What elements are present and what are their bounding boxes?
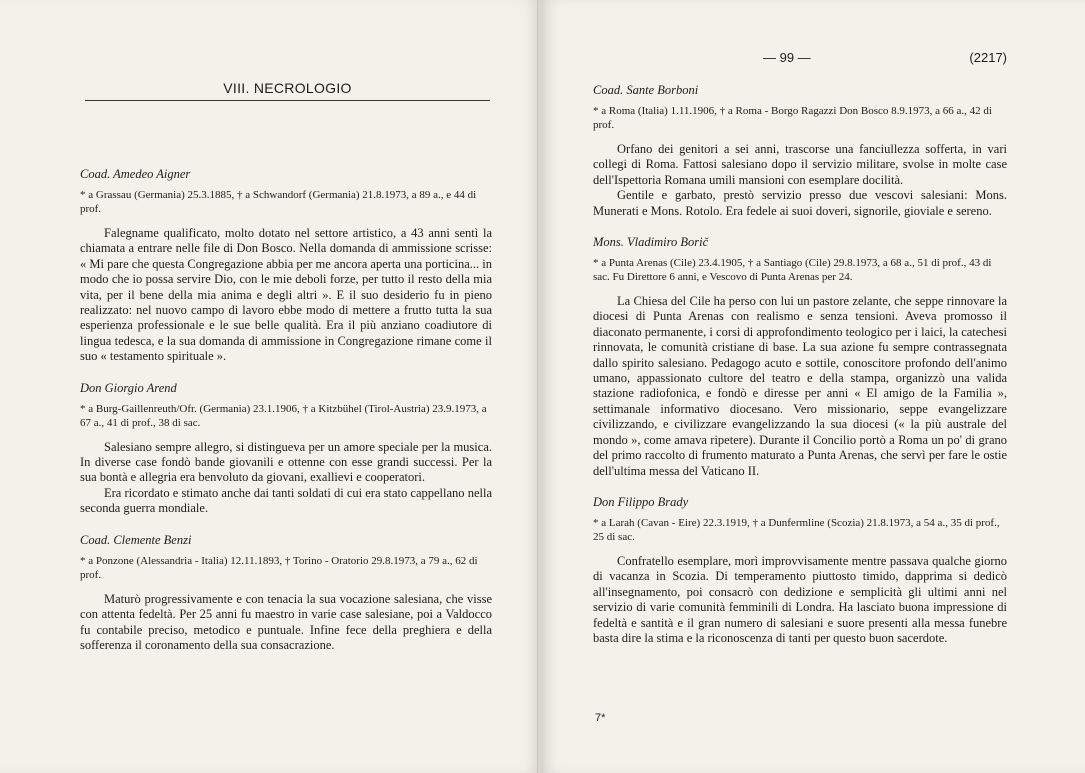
obituary-entry xyxy=(593,495,1007,646)
entry-dates: * a Burg-Gaillenreuth/Ofr. (Germania) 23.1.1906, † a Kitzbühel (Tirol-Austria) 23.9.1973, a 67 a., 41 di prof., 38 di sac. xyxy=(80,402,487,429)
left-page xyxy=(0,0,540,773)
right-column xyxy=(593,83,1007,662)
entry-paragraph: Era ricordato e stimato anche dai tanti soldati di cui era stato cappellano nella seconda guerra mondiale. xyxy=(80,485,492,516)
obituary-entry xyxy=(80,167,492,365)
entry-name: Coad. Sante Borboni xyxy=(593,83,699,97)
obituary-entry xyxy=(593,235,1007,479)
obituary-entry xyxy=(593,83,1007,219)
entry-paragraph: Orfano dei genitori a sei anni, trascorse una fanciullezza sofferta, in vari collegi di Roma. Fattosi salesiano dopo il servizio militare, svolse in molte case dell'Ispettoria Romana umili mansioni con esemplare docilità. xyxy=(593,142,1007,187)
entry-paragraph: Falegname qualificato, molto dotato nel settore artistico, a 43 anni sentì la chiamata a entrare nelle file di Don Bosco. Nella domanda di ammissione scrisse: « Mi pare che questa Congregazione abbia per me ancora aperta una porticina... in modo che io possa servire Dio, con le mie deboli forze, per tutto il resto della mia vita, per il bene della mia anima e degli altri ». E il suo desiderio fu in pieno realizzato: nel nuovo campo di lavoro ebbe modo di mettere a frutto tutta la sua esperienza professionale e le sue belle qualità. Era il più anziano coadiutore di lingua tedesca, e la sua domanda di ammissione in Congregazione rimane come il suo « testamento spirituale ». xyxy=(80,226,492,364)
issue-number: (2217) xyxy=(969,50,1007,65)
entry-dates: * a Larah (Cavan - Eire) 22.3.1919, † a Dunfermline (Scozia) 21.8.1973, a 54 a., 35 di prof., 25 di sac. xyxy=(593,516,1000,543)
entry-paragraph: Maturò progressivamente e con tenacia la sua vocazione salesiana, che visse con attenta fedeltà. Per 25 anni fu maestro in varie case salesiane, poi a Valdocco fu contabile preciso, metodico e puntuale. Infine fece della preghiera e della sofferenza il coronamento della sua consacrazione. xyxy=(80,591,492,652)
entry-dates: * a Roma (Italia) 1.11.1906, † a Roma - Borgo Ragazzi Don Bosco 8.9.1973, a 66 a., 42 di prof. xyxy=(593,105,992,131)
entry-paragraph: Confratello esemplare, morì improvvisamente mentre passava qualche giorno di vacanza in Scozia. Di temperamento piuttosto timido, dapprima si dedicò all'insegnamento, poi consacrò con dedizione e semplicità gli ultimi anni nel servizio di varie comunità femminili di Londra. Ha lasciato buona impressione di fedeltà e santità e il gran numero di salesiani e suore presenti alla messa funebre basta dire la stima e la riconoscenza di tanti per questo buon sacerdote. xyxy=(593,553,1007,645)
entry-name: Don Filippo Brady xyxy=(593,494,689,509)
page-header xyxy=(593,50,1007,70)
entry-name: Coad. Amedeo Aigner xyxy=(80,167,191,181)
entry-dates: * a Punta Arenas (Cile) 23.4.1905, † a Santiago (Cile) 29.8.1973, a 68 a., 51 di prof., 43 di sac. Fu Direttore 6 anni, e Vescovo di Punta Arenas per 24. xyxy=(593,257,992,284)
entry-paragraph: Gentile e garbato, prestò servizio presso due vescovi salesiani: Mons. Munerati e Mons. Rotolo. Era fedele ai suoi doveri, signorile, gioviale e sereno. xyxy=(593,188,1007,218)
entry-paragraph: La Chiesa del Cile ha perso con lui un pastore zelante, che seppe rinnovare la diocesi di Punta Arenas con realismo e senza tensioni. Aveva promosso il diaconato permanente, i corsi di approfondimento teologico per i laici, la catechesi rinnovata, le comunità cristiane di base. La sua azione fu sempre contrassegnata dallo spirito salesiano. Pedagogo acuto e sottile, conoscitore profondo dell'animo umano, appassionato cultore del teatro e della stampa, organizzò una valida stazione radiofonica, e fondò e diresse per anni « El amigo de la Familia », settimanale informativo diocesano. Vero missionario, seppe evangelizzare civilizzando, e civilizzare evangelizzando la sua diocesi (« la più australe del mondo », come amava ripetere). Durante il Concilio portò a Roma un po' di grano del primo raccolto di frumento maturato a Punta Arenas, che servì per fare le ostie dell'ultima messa del Vaticano II. xyxy=(593,294,1007,478)
signature-mark: 7* xyxy=(595,712,606,724)
obituary-entry xyxy=(80,533,492,654)
entry-name: Don Giorgio Arend xyxy=(80,380,177,395)
entry-dates: * a Ponzone (Alessandria - Italia) 12.11.1893, † Torino - Oratorio 29.8.1973, a 79 a., 62 di prof. xyxy=(80,554,478,581)
page-number: — 99 — xyxy=(763,50,811,65)
entry-paragraph: Salesiano sempre allegro, si distingueva per un amore speciale per la musica. In diverse case fondò bande giovanili e ottenne con esse grandi successi. Per la sua bontà e allegria era benvoluto da giovani, exallievi e cooperatori. xyxy=(80,439,492,485)
obituary-entry xyxy=(80,381,492,517)
entry-name: Mons. Vladimiro Borič xyxy=(593,235,709,250)
entry-name: Coad. Clemente Benzi xyxy=(80,532,192,547)
section-rule xyxy=(85,100,490,101)
left-column xyxy=(80,167,492,669)
entry-dates: * a Grassau (Germania) 25.3.1885, † a Schwandorf (Germania) 21.8.1973, a 89 a., e 44 di prof. xyxy=(80,189,477,215)
section-title: VIII. NECROLOGIO xyxy=(223,80,352,96)
